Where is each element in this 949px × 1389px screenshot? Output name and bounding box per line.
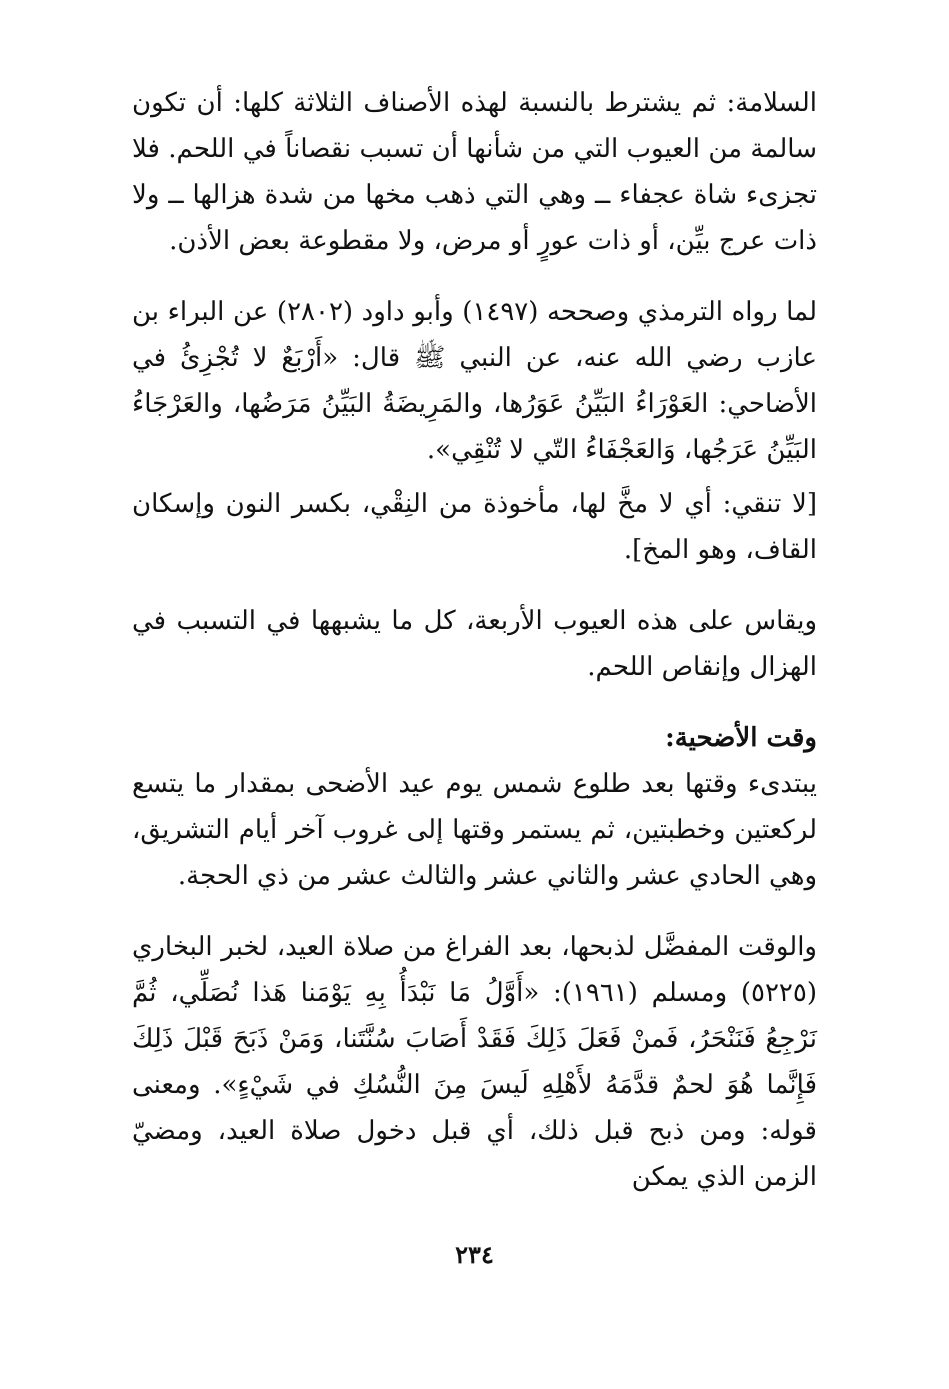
paragraph-time-start: يبتدىء وقتها بعد طلوع شمس يوم عيد الأضحى بمقدار ما يتسع لركعتين وخطبتين، ثم يستمر وقتها إلى غروب آخر أيام التشريق، وهي الحادي عشر والثاني عشر والثالث عشر من ذي الحجة. — [132, 769, 817, 891]
paragraph-safety-condition: السلامة: ثم يشترط بالنسبة لهذه الأصناف الثلاثة كلها: أن تكون سالمة من العيوب التي من شأنها أن تسبب نقصاناً في اللحم. فلا تجزىء شاة عجفاء ــ وهي التي ذهب مخها من شدة هزالها ــ ولا ذات عرج بيِّن، أو ذات عورٍ أو مرض، ولا مقطوعة بعض الأذن. — [132, 88, 817, 256]
document-page — [132, 80, 817, 1309]
paragraph-analogy: ويقاس على هذه العيوب الأربعة، كل ما يشبهها في التسبب في الهزال وإنقاص اللحم. — [132, 606, 817, 682]
paragraph-preferred-time: والوقت المفضَّل لذبحها، بعد الفراغ من صلاة العيد، لخبر البخاري (٥٢٢٥) ومسلم (١٩٦١): «أَوَّلُ مَا نَبْدَأُ بِهِ يَوْمَنا هَذا نُصَلِّي، ثُمَّ نَرْجِعُ فَنَنْحَرُ، فَمنْ فَعَلَ ذَلِكَ فَقَدْ أَصَابَ سُنَّتَنا، وَمَنْ ذَبَحَ قَبْلَ ذَلِكَ فَإِنَّما هُوَ لحمٌ قدَّمَهُ لأَهْلِهِ لَيسَ مِنَ النُّسُكِ في شَيْءٍ». ومعنى قوله: ومن ذبح قبل ذلك، أي قبل دخول صلاة العيد، ومضيّ الزمن الذي يمكن — [132, 932, 818, 1192]
paragraph-hadith-four-defects: لما رواه الترمذي وصححه (١٤٩٧) وأبو داود (٢٨٠٢) عن البراء بن عازب رضي الله عنه، عن النبي ﷺ قال: «أَرْبَعٌ لا تُجْزِئُ في الأضاحي: العَوْرَاءُ البَيِّنُ عَوَرُها، والمَرِيضَةُ البَيِّنُ مَرَضُها، والعَرْجَاءُ البَيِّنُ عَرَجُها، وَالعَجْفَاءُ التّي لا تُنْقِي». — [132, 297, 818, 465]
section-heading-sacrifice-time: وقت الأضحية: — [665, 723, 817, 753]
page-number: ٢٣٤ — [455, 1240, 494, 1269]
paragraph-note-tunqi: [لا تنقي: أي لا مخَّ لها، مأخوذة من النِقْي، بكسر النون وإسكان القاف، وهو المخ]. — [132, 489, 817, 565]
